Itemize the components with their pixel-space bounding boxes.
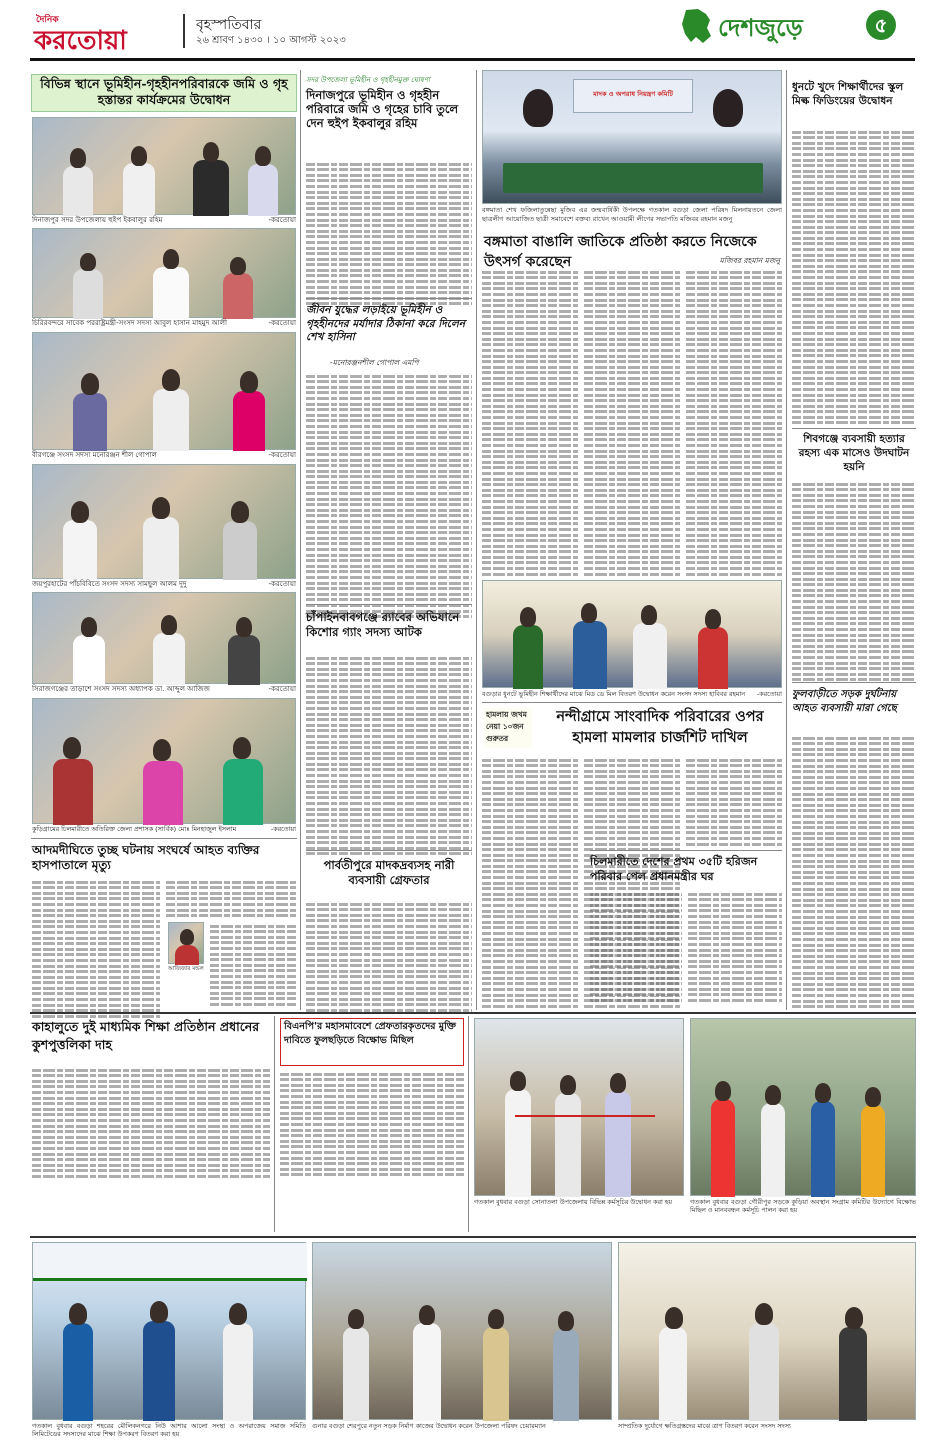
caption-credit: -করতোয়া (268, 580, 296, 588)
story9-kicker-top: হামলায় জখম (486, 710, 527, 719)
story1-photo-2 (32, 228, 296, 318)
story15-body (280, 1070, 464, 1230)
caption-text: কুড়িগ্রামের চিলমারীতে অতিরিক্ত জেলা প্রশাসক (সার্বিক) মোঃ মিনহাজুল ইসলাম (32, 825, 237, 833)
story7-banner-text: মাদক ও অপরাধ নিয়ন্ত্রণ কমিটি (593, 90, 673, 98)
story14-headline: কাহালুতে দুই মাধ্যমিক শিক্ষা প্রতিষ্ঠান প্রধানের কুশপুত্তলিকা দাহ (32, 1019, 260, 1052)
story8-caption (482, 690, 782, 699)
story12-headline: শিবগঞ্জে ব্যবসায়ী হত্যার রহস্য এক মাসেও উদঘাটন হয়নি (798, 433, 910, 473)
col1-rule (31, 838, 297, 839)
col2-rule-2 (306, 604, 472, 605)
story3-headline: জীবন যুদ্ধের লড়াইয়ে ভূমিহীন ও গৃহহীনদের মর্যাদার ঠিকানা করে দিলেন শেখ হাসিনা (306, 304, 466, 343)
caption-credit: -করতোয়া (268, 319, 296, 327)
story9-body-1 (482, 756, 578, 1008)
story1-photo-4 (32, 464, 296, 579)
story16-photo (690, 1018, 916, 1196)
story1-caption-6 (32, 825, 296, 834)
story4-headline: চাঁপাইনবাবগঞ্জে র‌্যাবের অভিযানে কিশোর গ্যাং সদস্য আটক (306, 610, 460, 639)
story1-photo-3 (32, 332, 296, 450)
story3-body (306, 372, 472, 602)
caption-credit: -করতোয়া (268, 216, 296, 224)
bottom-strip-rule (30, 1236, 916, 1238)
story6-headline: আদমদীঘিতে তুচ্ছ ঘটনায় সংঘর্ষে আহত ব্যক্তির হাসপাতালে মৃত্যু (32, 843, 260, 872)
bottom-photo-3 (618, 1242, 916, 1420)
lower-mid-photo (474, 1018, 684, 1196)
story13-headline: ফুলবাড়ীতে সড়ক দুর্ঘটনায় আহত ব্যবসায়ী মারা গেছে (792, 689, 897, 714)
caption-credit: -করতোয়া (270, 825, 296, 833)
story1-headline: বিভিন্ন স্থানে ভূমিহীন-গৃহহীনপরিবারকে জমি ও গৃহ হস্তান্তর কার্যক্রমের উদ্বোধন (40, 76, 288, 107)
story6-portrait (168, 922, 204, 964)
masthead (0, 0, 945, 60)
story6-body-right-2 (210, 922, 296, 1008)
story11-body (792, 128, 916, 426)
bottom-photo-1 (32, 1242, 306, 1420)
story9-kicker-bot: গুরুতর (486, 734, 509, 743)
story7-photo (482, 70, 782, 204)
caption-credit: -করতোয়া (268, 451, 296, 459)
story2-body (306, 160, 472, 295)
caption-credit: -করতোয়া (756, 690, 782, 698)
story1-caption-1 (32, 216, 296, 225)
story5-headline: পার্বতীপুরে মাদকদ্রব্যসহ নারী ব্যবসায়ী গ্রেফতার (323, 858, 455, 887)
col-rule-2 (476, 70, 477, 1010)
story7-byline: মজিবর রহমান মজনু (719, 256, 780, 265)
caption-credit: -করতোয়া (268, 685, 296, 693)
center-rule-1 (482, 702, 782, 703)
col2-rule-1 (306, 298, 472, 299)
bangladesh-map-icon (676, 6, 716, 46)
lower-col-rule-1 (274, 1016, 275, 1232)
issue-date: ২৬ শ্রাবণ ১৪৩০ । ১০ আগস্ট ২০২৩ (196, 35, 346, 46)
story1-photo-5 (32, 592, 296, 684)
section-title: দেশজুড়ে (718, 13, 803, 42)
story9-kicker-mid: নেয়া ১০জন (486, 722, 524, 731)
story3-byline: -মনোরঞ্জনশীল গোপাল এমপি (330, 358, 419, 367)
right-rule-1 (792, 428, 916, 429)
story16-caption: গতকাল বুধবার বগুড়া গৌরীপুর সড়কে কুড়িয়া অবস্থান সংগ্রাম কমিটির উদ্যোগে বিক্ষোভ মিছিল ও মানববন্ধন কর্মসূচি পালন করা হয় (690, 1198, 916, 1215)
caption-text: সিরাজগঞ্জের তাড়াশে সংসদ সদস্য অধ্যাপক ডা. আব্দুল আজিজ (32, 685, 210, 693)
story2-kicker: সদর উপজেলা ভূমিহীন ও গৃহহীনমুক্ত ঘোষণা (306, 76, 431, 84)
lower-col-rule-2 (468, 1016, 469, 1232)
story7-top-caption: বঙ্গমাতা শেখ ফজিলাতুন্নেছা মুজিব এর জন্মবার্ষিকী উপলক্ষে গতকাল বগুড়া জেলা পরিষদ মিলনায়তনে জেলা ছাত্রলীগ আয়োজিত ছাত্রী সমাবেশে বক্তব্য রাখেন আওয়ামী লীগের সভাপতি মজিবর রহমান মজনু (482, 206, 782, 223)
story7-body-3 (686, 268, 782, 574)
story1-photo-1 (32, 117, 296, 215)
story1-caption-2 (32, 319, 296, 328)
story1-caption-3 (32, 451, 296, 460)
story10-body-1 (590, 890, 682, 1008)
bottom-caption-3: সাম্প্রতিক দুর্যোগে ক্ষতিগ্রস্তদের মাঝে ত্রাণ বিতরণ করেন সংসদ সদস্য (618, 1422, 791, 1430)
bottom-photo-2 (312, 1242, 612, 1420)
bottom-caption-2: গুনার বগুড়া শেরপুরে নতুন সড়ক নির্মাণ কাজের উদ্বোধন করেন উপজেলা পরিষদ চেয়ারম্যান (312, 1422, 546, 1430)
story1-photo-6 (32, 698, 296, 824)
story10-headline: চিলমারীতে দেশের প্রথম ৩৫টি হরিজন পরিবার পেল প্রধানমন্ত্রীর ঘর (590, 855, 758, 883)
col-rule-1 (300, 70, 301, 1010)
story1-caption-5 (32, 685, 296, 694)
center-rule-2 (590, 850, 782, 851)
issue-day: বৃহস্পতিবার (196, 17, 262, 33)
caption-text: জয়পুরহাটের পাঁচবিবিতে সংসদ সদস্য সামছুল আলম দুদু (32, 580, 187, 588)
masthead-divider (183, 14, 185, 48)
caption-text: দিনাজপুর সদর উপজেলায় হুইপ ইকবালুর রহিম (32, 216, 163, 224)
story9-body-3 (686, 756, 782, 848)
lower-band-rule (30, 1012, 916, 1014)
story12-body (792, 480, 916, 680)
col-rule-3 (786, 70, 787, 1010)
story9-headline: নন্দীগ্রামে সাংবাদিক পরিবারের ওপর হামলা মামলার চার্জশিট দাখিল (556, 708, 764, 746)
right-rule-2 (792, 682, 916, 683)
caption-text: বীরগঞ্জে সংসদ সদস্য মনোরঞ্জন শীল গোপাল (32, 451, 157, 459)
story5-body (306, 900, 472, 1008)
paper-logo: করতোয়া (34, 26, 127, 56)
story14-body (32, 1066, 270, 1230)
story6-body-left (32, 878, 160, 1008)
masthead-rule (30, 58, 915, 61)
story7-body-1 (482, 268, 578, 574)
story1-caption-4 (32, 580, 296, 589)
bottom-caption-1: গতকাল বুধবার বগুড়া শহরের মৌলিকনগরে নিউ আশার আলো সংস্থা ও অপরাজেয় সমাজ সমিতি লিমিটেডের সদস্যদের মাঝে শিক্ষা উপকরণ বিতরণ করা হয় (32, 1422, 306, 1439)
story4-body (306, 654, 472, 846)
lower-mid-caption: গতকাল বুধবার বগুড়া সোনাতলা উপজেলায় বিভিন্ন কর্মসূচির উদ্বোধন করা হয় (474, 1198, 672, 1206)
col2-rule-3 (306, 850, 472, 851)
paper-small-label: দৈনিক (36, 15, 59, 25)
page-number: ৫ (874, 13, 888, 37)
story10-body-2 (688, 890, 782, 1008)
story8-photo (482, 580, 782, 688)
story15-headline: বিএনপি'র মহাসমাবেশে প্রেফতারকৃতদের মুক্তি দাবিতে ফুলছড়িতে বিক্ষোভ মিছিল (284, 1021, 457, 1046)
story7-headline: বঙ্গমাতা বাঙালি জাতিকে প্রতিষ্ঠা করতে নিজেকে উৎসর্গ করেছেন (484, 234, 757, 270)
story11-headline: ধুনটে খুদে শিক্ষার্থীদের স্কুল মিল্ক ফিডিংয়ের উদ্বোধন (792, 81, 904, 107)
story13-body (792, 734, 916, 1008)
story6-portrait-caption: আজিজার মন্ডল (168, 966, 204, 972)
story7-body-2 (584, 268, 680, 574)
story6-body-right (166, 878, 296, 918)
caption-text: বগুড়ার ধুনটে ভুমিহীন শিক্ষার্থীদের মাঝে মিড ডে মিল বিতরণ উদ্বোধন করেন সংসদ সদস্য হাবিবর রহমান (482, 690, 746, 698)
caption-text: চিরিরবন্দরে সাবেক পররাষ্ট্রমন্ত্রী-সংসদ সদস্য আবুল হাসান মাহমুদ আলী (32, 319, 227, 327)
story2-headline: দিনাজপুরে ভূমিহীন ও গৃহহীন পরিবারে জমি ও গৃহের চাবি তুলে দেন হুইপ ইকবালুর রহিম (306, 88, 459, 130)
